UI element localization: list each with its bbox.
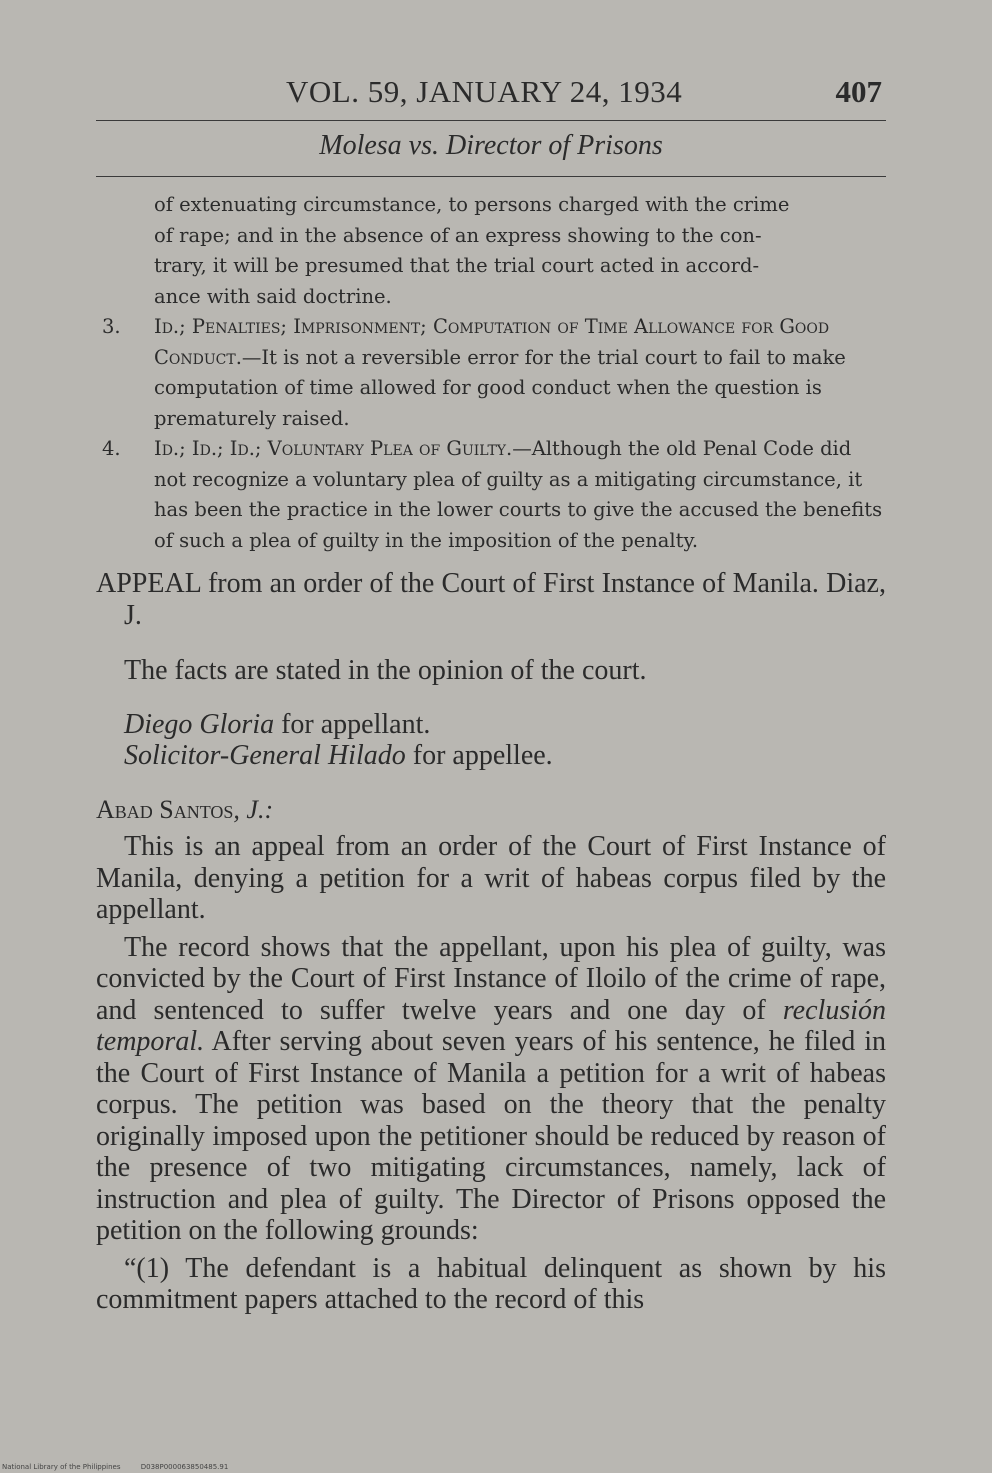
page-number: 407 bbox=[835, 74, 882, 109]
facts-statement: The facts are stated in the opinion of the court. bbox=[124, 655, 647, 686]
syllabus-item-number: 4. bbox=[102, 437, 121, 460]
ponente bbox=[96, 794, 886, 826]
syllabus bbox=[102, 190, 888, 556]
judge-name: Abad Santos bbox=[96, 794, 234, 824]
syllabus-item-3 bbox=[102, 312, 888, 434]
scan-footer bbox=[2, 1463, 246, 1471]
paragraph-2-italic: reclusión temporal. bbox=[96, 994, 886, 1057]
footer-library: National Library of the Philippines bbox=[2, 1463, 121, 1471]
case-caption: Molesa vs. Director of Prisons bbox=[319, 130, 663, 161]
syllabus-item-heading: Id.; Id.; Id.; Voluntary Plea of Guilty. bbox=[154, 437, 513, 460]
syllabus-line: trary, it will be presumed that the trial court acted in accord- bbox=[154, 254, 760, 277]
syllabus-item-text: —It is not a reversible error for the trial court to fail to make computation of time allowed for good conduct when the question is prematurely raised. bbox=[154, 345, 846, 430]
running-header bbox=[96, 70, 886, 114]
counsel-name: Solicitor-General Hilado bbox=[124, 740, 406, 771]
syllabus-line: of extenuating circumstance, to persons charged with the crime bbox=[154, 193, 790, 216]
syllabus-line: ance with said doctrine. bbox=[154, 284, 392, 308]
paragraph-3: “(1) The defendant is a habitual delinquent as shown by his commitment papers attached to the record of this bbox=[96, 1252, 886, 1315]
syllabus-item-4 bbox=[102, 434, 888, 556]
header-rule-top bbox=[96, 120, 886, 121]
paragraph-2 bbox=[96, 932, 886, 1247]
appeal-text: from an order of the Court of First Instance of Manila. Diaz, J. bbox=[124, 568, 886, 631]
paragraph-1: This is an appeal from an order of the Court of First Instance of Manila, denying a petition for a writ of habeas corpus filed by the appellant. bbox=[96, 831, 886, 925]
opinion-body bbox=[96, 568, 886, 1316]
counsel-appellant bbox=[96, 709, 886, 741]
syllabus-item-number: 3. bbox=[102, 315, 121, 338]
paragraph-2-text-cont: After serving about seven years of his sentence, he filed in the Court of First Instance of Manila a petition for a writ of habeas corpus. The petition was based on the theory that the penalty originally imposed upon the petitioner should be reduced by reason of the presence of two mitigating circumstances, namely, lack of instruction and plea of guilty. The Director of Prisons opposed the petition on the following grounds: bbox=[96, 1026, 886, 1246]
counsel-name: Diego Gloria bbox=[124, 708, 275, 740]
syllabus-item-heading: Id.; Penalties; Imprisonment; Computation of Time Allowance for Good Conduct. bbox=[154, 315, 830, 369]
counsel-role: for appellant. bbox=[274, 708, 431, 740]
syllabus-line: of rape; and in the absence of an express showing to the con- bbox=[154, 223, 762, 247]
footer-code: D038P000063850485.91 bbox=[140, 1463, 229, 1471]
appeal-line bbox=[96, 568, 886, 631]
appeal-lead: APPEAL bbox=[96, 568, 201, 599]
syllabus-item-text: —Although the old Penal Code did not recognize a voluntary plea of guilty as a mitigating circumstance, it has been the practice in the lower courts to give the accused the benefits of such a plea of guilty in the imposition of the penalty. bbox=[154, 437, 883, 552]
judge-suffix: , J.: bbox=[233, 794, 274, 824]
header-rule-bottom bbox=[96, 176, 886, 177]
counsel-role: for appellee. bbox=[405, 740, 553, 771]
volume-date-line: VOL. 59, JANUARY 24, 1934 bbox=[286, 74, 683, 109]
paragraph-2-text: The record shows that the appellant, upon his plea of guilty, was convicted by the Court of First Instance of Iloilo of the crime of rape, and sentenced to suffer twelve years and one day of bbox=[96, 931, 886, 1026]
counsel-appellee bbox=[96, 740, 886, 772]
